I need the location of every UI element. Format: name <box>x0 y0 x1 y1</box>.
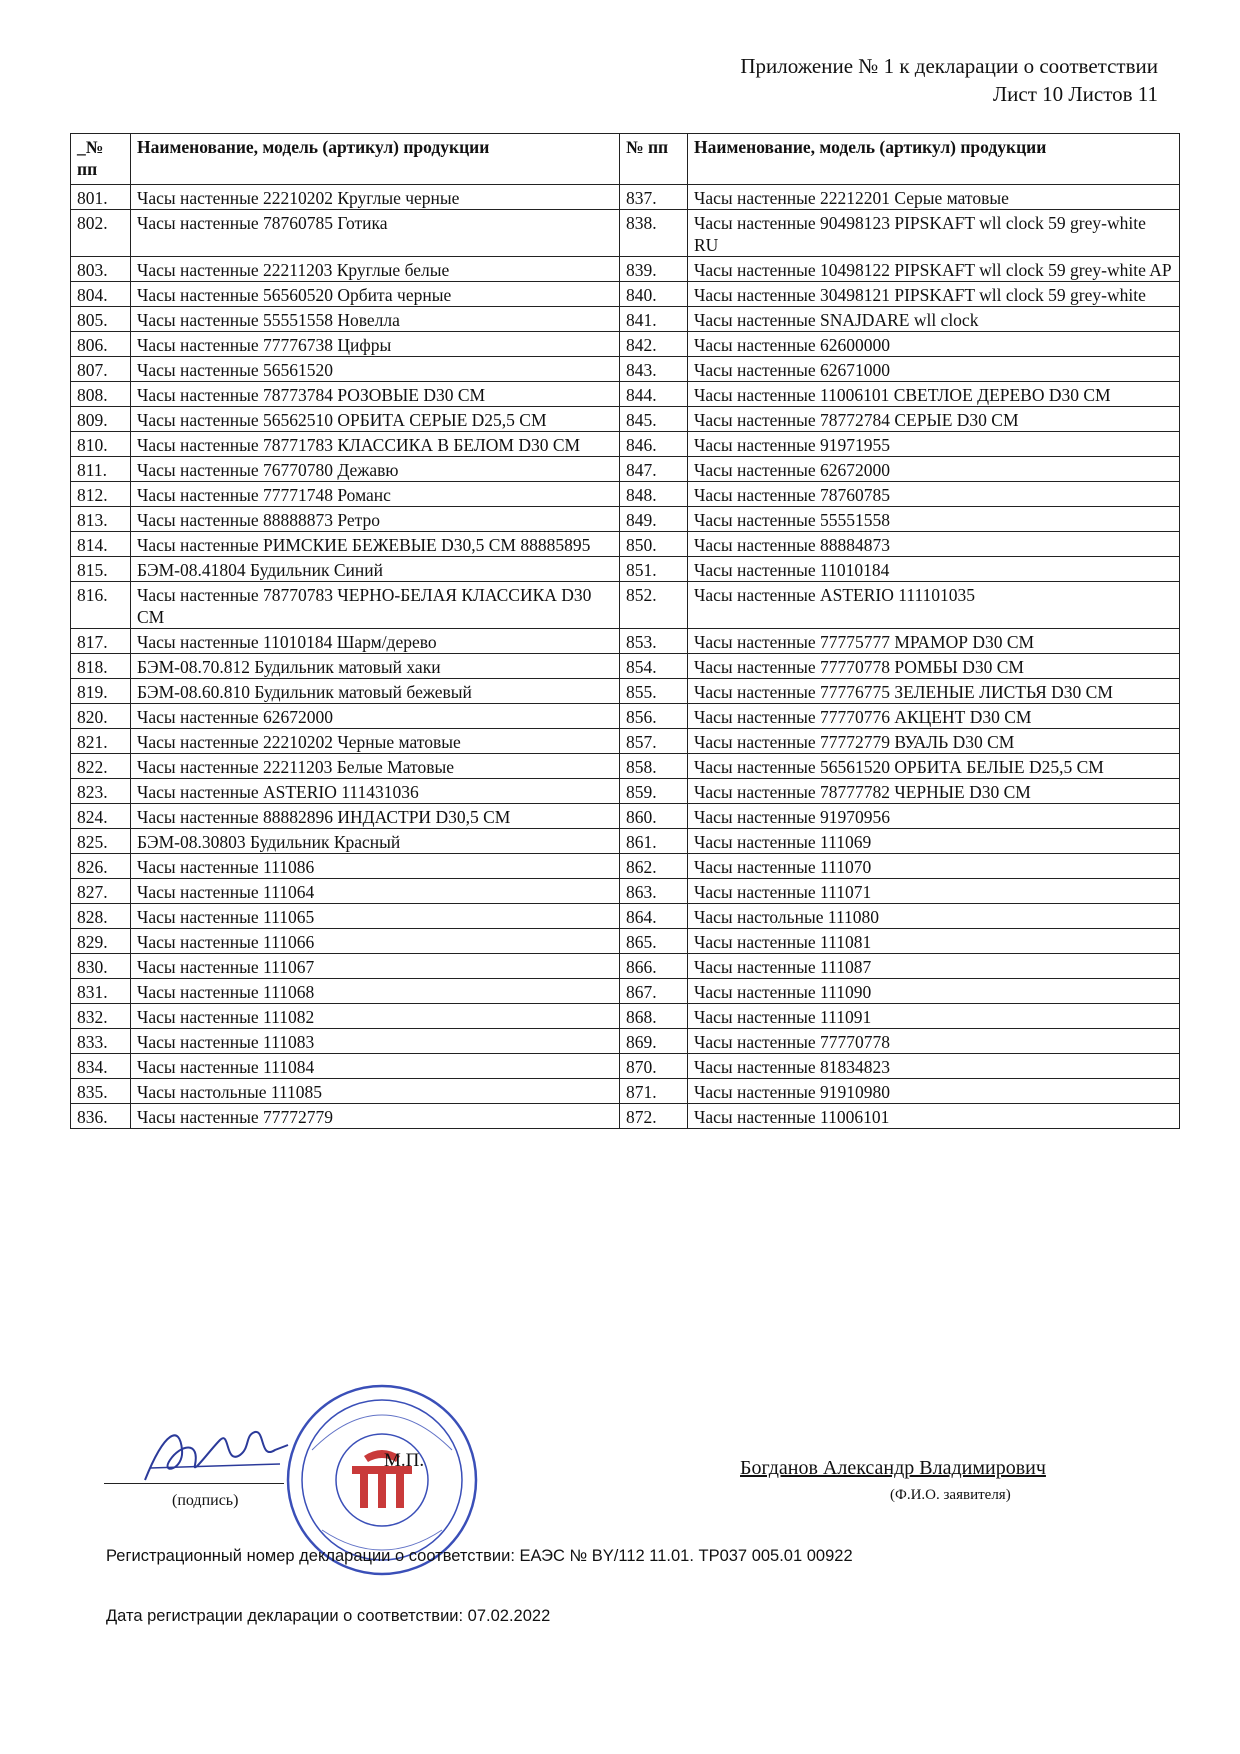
row-number-left: 811. <box>71 457 131 482</box>
product-name-right: Часы настенные 77770778 <box>688 1029 1180 1054</box>
header-name-left: Наименование, модель (артикул) продукции <box>131 134 620 185</box>
table-row <box>71 1004 1180 1029</box>
row-number-left: 827. <box>71 879 131 904</box>
table-body <box>71 185 1180 1129</box>
row-number-right: 860. <box>620 804 688 829</box>
table-row <box>71 979 1180 1004</box>
table-row <box>71 257 1180 282</box>
product-name-right: Часы настенные 62600000 <box>688 332 1180 357</box>
signature-caption: (подпись) <box>172 1492 239 1509</box>
table-row <box>71 1079 1180 1104</box>
table-header-row <box>71 134 1180 185</box>
seal-place-label: М.П. <box>384 1450 425 1471</box>
product-name-left: Часы настенные 111068 <box>131 979 620 1004</box>
table-row <box>71 185 1180 210</box>
header-num-left: _№ пп <box>71 134 131 185</box>
row-number-right: 861. <box>620 829 688 854</box>
product-name-left: Часы настенные 11010184 Шарм/дерево <box>131 629 620 654</box>
row-number-left: 819. <box>71 679 131 704</box>
product-name-left: Часы настенные 111064 <box>131 879 620 904</box>
row-number-right: 840. <box>620 282 688 307</box>
product-name-right: Часы настенные 91970956 <box>688 804 1180 829</box>
product-name-left: Часы настенные 22211203 Круглые белые <box>131 257 620 282</box>
product-table <box>70 133 1180 1129</box>
row-number-left: 813. <box>71 507 131 532</box>
row-number-right: 869. <box>620 1029 688 1054</box>
row-number-right: 837. <box>620 185 688 210</box>
product-name-left: Часы настенные РИМСКИЕ БЕЖЕВЫЕ D30,5 СМ 88885895 <box>131 532 620 557</box>
product-name-left: Часы настенные 78760785 Готика <box>131 210 620 257</box>
row-number-right: 863. <box>620 879 688 904</box>
row-number-right: 847. <box>620 457 688 482</box>
product-name-right: Часы настенные 91971955 <box>688 432 1180 457</box>
row-number-left: 828. <box>71 904 131 929</box>
table-row <box>71 754 1180 779</box>
product-name-left: Часы настенные 22211203 Белые Матовые <box>131 754 620 779</box>
table-row <box>71 1054 1180 1079</box>
product-name-left: Часы настенные 22210202 Круглые черные <box>131 185 620 210</box>
product-name-right: Часы настенные 30498121 PIPSKAFT wll clock 59 grey-white <box>688 282 1180 307</box>
row-number-left: 810. <box>71 432 131 457</box>
table-row <box>71 1104 1180 1129</box>
product-name-right: Часы настенные 111087 <box>688 954 1180 979</box>
product-name-right: Часы настенные ASTERIO 111101035 <box>688 582 1180 629</box>
table-row <box>71 332 1180 357</box>
product-name-left: Часы настенные 88888873 Ретро <box>131 507 620 532</box>
product-name-right: Часы настенные 11010184 <box>688 557 1180 582</box>
row-number-right: 843. <box>620 357 688 382</box>
product-name-left: Часы настенные 22210202 Черные матовые <box>131 729 620 754</box>
product-name-left: Часы настенные 77772779 <box>131 1104 620 1129</box>
row-number-right: 844. <box>620 382 688 407</box>
row-number-left: 833. <box>71 1029 131 1054</box>
product-name-right: Часы настенные 90498123 PIPSKAFT wll clock 59 grey-white RU <box>688 210 1180 257</box>
product-name-right: Часы настенные 111071 <box>688 879 1180 904</box>
product-name-right: Часы настенные 11006101 СВЕТЛОЕ ДЕРЕВО D30 СМ <box>688 382 1180 407</box>
product-name-left: Часы настенные 111066 <box>131 929 620 954</box>
row-number-left: 809. <box>71 407 131 432</box>
row-number-right: 851. <box>620 557 688 582</box>
signature-line <box>104 1483 284 1484</box>
product-name-right: Часы настенные 91910980 <box>688 1079 1180 1104</box>
applicant-name-caption: (Ф.И.О. заявителя) <box>890 1487 1011 1503</box>
table-row <box>71 904 1180 929</box>
appendix-title: Приложение № 1 к декларации о соответствии <box>740 54 1158 78</box>
row-number-right: 856. <box>620 704 688 729</box>
row-number-left: 815. <box>71 557 131 582</box>
row-number-left: 816. <box>71 582 131 629</box>
row-number-left: 804. <box>71 282 131 307</box>
row-number-right: 849. <box>620 507 688 532</box>
row-number-left: 822. <box>71 754 131 779</box>
product-name-right: Часы настенные 77775777 МРАМОР D30 СМ <box>688 629 1180 654</box>
product-name-right: Часы настольные 111080 <box>688 904 1180 929</box>
row-number-left: 834. <box>71 1054 131 1079</box>
product-name-left: Часы настенные 56561520 <box>131 357 620 382</box>
row-number-left: 829. <box>71 929 131 954</box>
row-number-right: 841. <box>620 307 688 332</box>
product-name-left: Часы настенные 76770780 Дежавю <box>131 457 620 482</box>
product-name-left: Часы настенные 78771783 КЛАССИКА В БЕЛОМ D30 СМ <box>131 432 620 457</box>
row-number-right: 871. <box>620 1079 688 1104</box>
row-number-left: 812. <box>71 482 131 507</box>
row-number-left: 818. <box>71 654 131 679</box>
row-number-right: 848. <box>620 482 688 507</box>
product-name-right: Часы настенные 111069 <box>688 829 1180 854</box>
row-number-right: 850. <box>620 532 688 557</box>
row-number-right: 864. <box>620 904 688 929</box>
product-name-right: Часы настенные 81834823 <box>688 1054 1180 1079</box>
row-number-left: 835. <box>71 1079 131 1104</box>
handwritten-signature-icon <box>140 1420 290 1490</box>
row-number-left: 802. <box>71 210 131 257</box>
row-number-right: 858. <box>620 754 688 779</box>
table-row <box>71 1029 1180 1054</box>
row-number-right: 852. <box>620 582 688 629</box>
registration-date: Дата регистрации декларации о соответствии: 07.02.2022 <box>106 1607 551 1625</box>
product-name-right: Часы настенные 77770778 РОМБЫ D30 СМ <box>688 654 1180 679</box>
product-name-left: Часы настольные 111085 <box>131 1079 620 1104</box>
row-number-right: 859. <box>620 779 688 804</box>
row-number-left: 807. <box>71 357 131 382</box>
row-number-left: 831. <box>71 979 131 1004</box>
product-name-right: Часы настенные 62671000 <box>688 357 1180 382</box>
product-name-right: Часы настенные 88884873 <box>688 532 1180 557</box>
row-number-right: 839. <box>620 257 688 282</box>
table-row <box>71 407 1180 432</box>
row-number-right: 867. <box>620 979 688 1004</box>
row-number-left: 825. <box>71 829 131 854</box>
product-name-left: БЭМ-08.70.812 Будильник матовый хаки <box>131 654 620 679</box>
header-num-right: № пп <box>620 134 688 185</box>
document-header <box>740 52 1158 108</box>
product-name-right: Часы настенные 78777782 ЧЕРНЫЕ D30 СМ <box>688 779 1180 804</box>
product-name-right: Часы настенные 77776775 ЗЕЛЕНЫЕ ЛИСТЬЯ D30 СМ <box>688 679 1180 704</box>
product-name-left: БЭМ-08.30803 Будильник Красный <box>131 829 620 854</box>
product-name-left: Часы настенные 55551558 Новелла <box>131 307 620 332</box>
row-number-left: 806. <box>71 332 131 357</box>
product-name-left: Часы настенные 78773784 РОЗОВЫЕ D30 СМ <box>131 382 620 407</box>
table-row <box>71 582 1180 629</box>
table-row <box>71 829 1180 854</box>
row-number-right: 865. <box>620 929 688 954</box>
product-name-right: Часы настенные 111081 <box>688 929 1180 954</box>
table-row <box>71 507 1180 532</box>
signature-section <box>0 1360 1240 1625</box>
product-name-left: Часы настенные 77771748 Романс <box>131 482 620 507</box>
product-name-right: Часы настенные 77770776 АКЦЕНТ D30 СМ <box>688 704 1180 729</box>
product-name-left: Часы настенные 56560520 Орбита черные <box>131 282 620 307</box>
sheet-number: Лист 10 Листов 11 <box>992 82 1158 106</box>
row-number-right: 870. <box>620 1054 688 1079</box>
table-row <box>71 432 1180 457</box>
product-name-left: Часы настенные 111086 <box>131 854 620 879</box>
product-name-left: Часы настенные 77776738 Цифры <box>131 332 620 357</box>
row-number-right: 872. <box>620 1104 688 1129</box>
table-row <box>71 879 1180 904</box>
table-row <box>71 357 1180 382</box>
row-number-left: 830. <box>71 954 131 979</box>
table-row <box>71 210 1180 257</box>
row-number-left: 803. <box>71 257 131 282</box>
row-number-right: 855. <box>620 679 688 704</box>
product-name-right: Часы настенные 78772784 СЕРЫЕ D30 СМ <box>688 407 1180 432</box>
product-name-left: Часы настенные 62672000 <box>131 704 620 729</box>
row-number-right: 853. <box>620 629 688 654</box>
header-name-right: Наименование, модель (артикул) продукции <box>688 134 1180 185</box>
table-row <box>71 929 1180 954</box>
product-name-right: Часы настенные 62672000 <box>688 457 1180 482</box>
product-name-left: Часы настенные 111084 <box>131 1054 620 1079</box>
table-row <box>71 482 1180 507</box>
row-number-right: 846. <box>620 432 688 457</box>
row-number-left: 805. <box>71 307 131 332</box>
table-row <box>71 679 1180 704</box>
product-name-right: Часы настенные 11006101 <box>688 1104 1180 1129</box>
product-name-left: Часы настенные 78770783 ЧЕРНО-БЕЛАЯ КЛАССИКА D30 СМ <box>131 582 620 629</box>
row-number-left: 832. <box>71 1004 131 1029</box>
product-name-left: Часы настенные 111083 <box>131 1029 620 1054</box>
product-name-right: Часы настенные 111091 <box>688 1004 1180 1029</box>
product-table-wrapper <box>70 133 1180 1129</box>
product-name-left: Часы настенные 111065 <box>131 904 620 929</box>
row-number-left: 817. <box>71 629 131 654</box>
product-name-left: БЭМ-08.41804 Будильник Синий <box>131 557 620 582</box>
row-number-left: 836. <box>71 1104 131 1129</box>
product-name-right: Часы настенные SNAJDARE wll clock <box>688 307 1180 332</box>
table-row <box>71 779 1180 804</box>
table-row <box>71 629 1180 654</box>
table-row <box>71 282 1180 307</box>
product-name-left: Часы настенные 56562510 ОРБИТА СЕРЫЕ D25,5 СМ <box>131 407 620 432</box>
row-number-left: 821. <box>71 729 131 754</box>
row-number-left: 826. <box>71 854 131 879</box>
product-name-right: Часы настенные 22212201 Серые матовые <box>688 185 1180 210</box>
registration-number: Регистрационный номер декларации о соответствии: ЕАЭС № BY/112 11.01. ТР037 005.01 00922 <box>106 1547 853 1565</box>
table-row <box>71 804 1180 829</box>
row-number-left: 808. <box>71 382 131 407</box>
product-name-left: Часы настенные 111082 <box>131 1004 620 1029</box>
product-name-right: Часы настенные 78760785 <box>688 482 1180 507</box>
row-number-right: 854. <box>620 654 688 679</box>
product-name-right: Часы настенные 111070 <box>688 854 1180 879</box>
table-row <box>71 532 1180 557</box>
table-row <box>71 382 1180 407</box>
product-name-left: Часы настенные 111067 <box>131 954 620 979</box>
row-number-right: 862. <box>620 854 688 879</box>
row-number-right: 866. <box>620 954 688 979</box>
row-number-left: 814. <box>71 532 131 557</box>
product-name-right: Часы настенные 56561520 ОРБИТА БЕЛЫЕ D25,5 СМ <box>688 754 1180 779</box>
product-name-right: Часы настенные 111090 <box>688 979 1180 1004</box>
table-row <box>71 729 1180 754</box>
product-name-left: Часы настенные ASTERIO 111431036 <box>131 779 620 804</box>
table-row <box>71 854 1180 879</box>
product-name-right: Часы настенные 55551558 <box>688 507 1180 532</box>
row-number-right: 842. <box>620 332 688 357</box>
applicant-name: Богданов Александр Владимирович <box>740 1457 1046 1479</box>
table-row <box>71 704 1180 729</box>
row-number-left: 801. <box>71 185 131 210</box>
row-number-right: 845. <box>620 407 688 432</box>
product-name-right: Часы настенные 10498122 PIPSKAFT wll clock 59 grey-white AP <box>688 257 1180 282</box>
row-number-left: 820. <box>71 704 131 729</box>
product-name-left: БЭМ-08.60.810 Будильник матовый бежевый <box>131 679 620 704</box>
table-row <box>71 954 1180 979</box>
table-row <box>71 557 1180 582</box>
row-number-right: 868. <box>620 1004 688 1029</box>
row-number-right: 838. <box>620 210 688 257</box>
table-row <box>71 654 1180 679</box>
row-number-left: 824. <box>71 804 131 829</box>
product-name-right: Часы настенные 77772779 ВУАЛЬ D30 СМ <box>688 729 1180 754</box>
product-name-left: Часы настенные 88882896 ИНДАСТРИ D30,5 СМ <box>131 804 620 829</box>
table-row <box>71 307 1180 332</box>
table-row <box>71 457 1180 482</box>
row-number-right: 857. <box>620 729 688 754</box>
row-number-left: 823. <box>71 779 131 804</box>
